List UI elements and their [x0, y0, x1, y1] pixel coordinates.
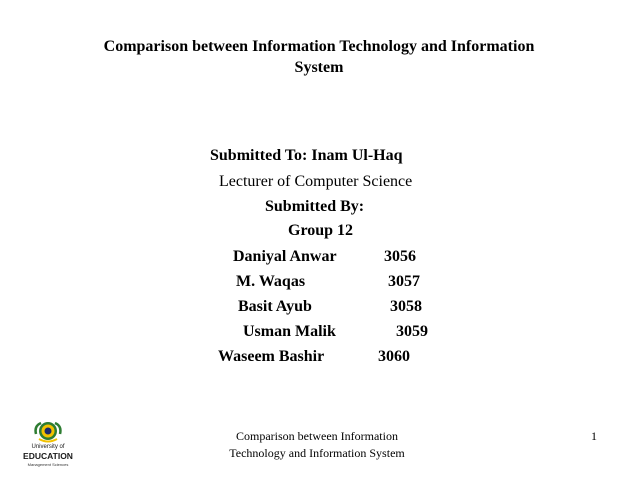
member-name: Basit Ayub: [238, 298, 312, 315]
member-name: Waseem Bashir: [218, 348, 325, 365]
member-name: M. Waqas: [236, 273, 306, 290]
page-number: 1: [591, 429, 597, 443]
university-crest-icon: [33, 420, 63, 444]
member-id: 3058: [390, 298, 422, 315]
logo-line-3: Management Sciences: [27, 462, 69, 467]
member-id: 3059: [396, 323, 428, 340]
logo-line-2: EDUCATION: [23, 451, 73, 461]
footer-line-1: Comparison between Information: [236, 429, 398, 443]
title-line-1: Comparison between Information Technology and Information: [103, 38, 535, 55]
submitted-by-label: Submitted By:: [265, 198, 365, 215]
member-id: 3057: [388, 273, 420, 290]
member-name: Daniyal Anwar: [233, 248, 337, 265]
university-logo: [20, 420, 76, 476]
member-name: Usman Malik: [243, 323, 336, 340]
footer-text: [222, 428, 412, 462]
document-title: [60, 36, 578, 78]
footer-line-2: Technology and Information System: [229, 446, 405, 460]
group-label: Group 12: [288, 222, 354, 239]
member-id: 3056: [384, 248, 416, 265]
logo-line-1: University of: [31, 444, 65, 450]
member-id: 3060: [378, 348, 410, 365]
submitted-to-label: Submitted To: Inam Ul-Haq: [210, 147, 403, 164]
title-line-2: System: [294, 59, 344, 76]
lecturer-designation: Lecturer of Computer Science: [219, 173, 413, 190]
